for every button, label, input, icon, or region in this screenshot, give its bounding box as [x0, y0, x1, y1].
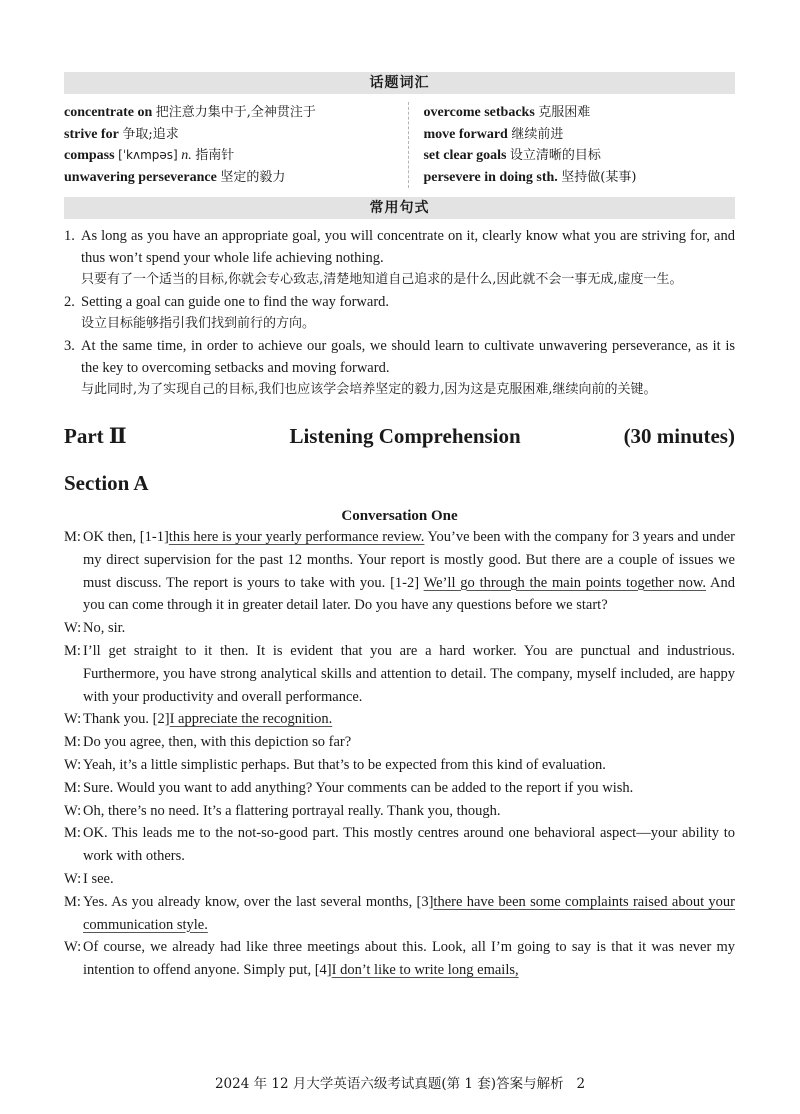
- vocab-column-right: [408, 102, 735, 188]
- dialogue-segment: You’ve been with the company for 3 years and under my direct supervision for the past 12 months. Your report is mostly good. But there are a couple of issues we must discuss. The report is yours to take with you. [1-2]: [83, 529, 735, 591]
- speaker-label: M:: [64, 642, 81, 659]
- vocab-item: move forward 继续前进: [423, 126, 564, 142]
- document-page: [64, 72, 735, 982]
- vocab-item: unwavering perseverance 坚定的毅力: [64, 169, 286, 185]
- sentence-list: [64, 225, 735, 401]
- dialogue-segment: I see.: [83, 870, 114, 887]
- answer-key-underline: I don’t like to write long emails,: [331, 962, 519, 979]
- section-heading: Section A: [64, 471, 149, 495]
- sentence-english: As long as you have an appropriate goal, you will concentrate on it, clearly know what you are striving for, and thus won’t spend your whole life achieving nothing.: [81, 228, 735, 266]
- conversation-title: Conversation One: [341, 508, 458, 524]
- dialogue-segment: I’ll get straight to it then. It is evident that you are a hard worker. You are punctual and industrious. Furthermore, you have strong analytical skills and attention to detail. The company, myself included, are happy with your productivity and overall performance.: [83, 642, 735, 705]
- vocab-column-left: [64, 102, 408, 188]
- footer-title: 2024 年 12 月大学英语六级考试真题(第 1 套)答案与解析: [214, 1076, 564, 1092]
- vocab-item: persevere in doing sth. 坚持做(某事): [423, 169, 637, 185]
- dialogue-segment: Of course, we already had like three meetings about this. Look, all I’m going to say is that it was never my intention to offend anyone. Simply put, [4]: [83, 939, 735, 979]
- sentence-item: 3. At the same time, in order to achieve our goals, we should learn to cultivate unwavering perseverance, as it is the key to overcoming setbacks and moving forward. 与此同时,为了实现自己的目标,我们也应该学会培养坚定的毅力,因为这是克服困难,继续向前的关键。: [64, 335, 735, 401]
- dialogue-turn: [64, 936, 735, 982]
- dialogue-segment: Thank you. [2]: [83, 711, 170, 728]
- page-footer: [0, 1072, 800, 1092]
- sentence-english: At the same time, in order to achieve our goals, we should learn to cultivate unwavering perseverance, as it is the key to overcoming setbacks and moving forward.: [81, 338, 735, 376]
- sentence-item: 1. As long as you have an appropriate goal, you will concentrate on it, clearly know what you are striving for, and thus won’t spend your whole life achieving nothing. 只要有了一个适当的目标,你就会专心致志,清楚地知道自己追求的是什么,因此就不会一事无成,虚度一生。: [64, 225, 735, 291]
- speaker-label: W:: [64, 802, 82, 819]
- speaker-label: W:: [64, 620, 82, 637]
- sentence-chinese: 设立目标能够指引我们找到前行的方向。: [81, 316, 316, 331]
- dialogue-transcript: [64, 526, 735, 982]
- speaker-label: M:: [64, 779, 81, 796]
- vocab-item: concentrate on 把注意力集中于,全神贯注于: [64, 105, 316, 120]
- dialogue-turn: [64, 708, 735, 731]
- dialogue-turn: [64, 868, 735, 891]
- dialogue-segment: Yeah, it’s a little simplistic perhaps. But that’s to be expected from this kind of evaluation.: [83, 756, 606, 773]
- dialogue-segment: OK then, [1-1]: [83, 529, 169, 545]
- dialogue-text: [83, 617, 735, 640]
- answer-key-underline: there have been some complaints raised about your communication style.: [83, 893, 736, 933]
- dialogue-turn: [64, 891, 735, 937]
- part-time: (30 minutes): [623, 424, 735, 448]
- vocab-item: compass [ˈkʌmpəs] n. 指南针: [64, 148, 235, 163]
- answer-key-underline: I appreciate the recognition.: [169, 711, 333, 728]
- phonetic-transcription: [ˈkʌmpəs]: [118, 148, 178, 162]
- speaker-label: W:: [64, 756, 82, 773]
- dialogue-turn: [64, 822, 735, 868]
- dialogue-segment: OK. This leads me to the not-so-good part. This mostly centres around one behavioral aspect—your ability to work with others.: [83, 825, 735, 865]
- sentence-section-header: 常用句式: [64, 197, 735, 219]
- dialogue-text: [83, 800, 735, 823]
- dialogue-segment: Sure. Would you want to add anything? Your comments can be added to the report if you wish.: [83, 779, 634, 796]
- dialogue-segment: No, sir.: [83, 620, 126, 637]
- dialogue-text: [83, 936, 735, 982]
- dialogue-text: [83, 526, 735, 617]
- dialogue-text: [83, 891, 735, 937]
- dialogue-turn: [64, 640, 735, 708]
- sentence-chinese: 与此同时,为了实现自己的目标,我们也应该学会培养坚定的毅力,因为这是克服困难,继续向前的关键。: [81, 382, 657, 397]
- dialogue-turn: [64, 754, 735, 777]
- part-of-speech: n.: [181, 148, 192, 163]
- speaker-label: M:: [64, 734, 81, 751]
- dialogue-text: [83, 640, 735, 708]
- sentence-english: Setting a goal can guide one to find the way forward.: [81, 294, 390, 310]
- dialogue-text: [83, 822, 735, 868]
- vocab-table: [64, 102, 735, 188]
- dialogue-segment: And you can come through it in greater detail later. Do you have any questions before we start?: [83, 574, 736, 614]
- vocab-item: set clear goals 设立清晰的目标: [423, 148, 601, 163]
- part-title: Listening Comprehension: [289, 424, 521, 448]
- part-heading: [64, 423, 735, 453]
- dialogue-segment: Yes. As you already know, over the last several months, [3]: [83, 893, 434, 910]
- dialogue-turn: [64, 800, 735, 823]
- dialogue-turn: [64, 617, 735, 640]
- part-label: Part Ⅱ: [64, 424, 127, 448]
- dialogue-turn: [64, 777, 735, 800]
- dialogue-text: [83, 868, 735, 891]
- dialogue-segment: Do you agree, then, with this depiction so far?: [83, 734, 352, 751]
- speaker-label: W:: [64, 711, 82, 728]
- answer-key-underline: this here is your yearly performance review.: [168, 529, 425, 545]
- speaker-label: M:: [64, 825, 81, 842]
- vocab-section-header: 话题词汇: [64, 72, 735, 94]
- speaker-label: W:: [64, 870, 82, 887]
- sentence-item: 2. Setting a goal can guide one to find the way forward. 设立目标能够指引我们找到前行的方向。: [64, 291, 735, 335]
- speaker-label: W:: [64, 939, 82, 956]
- vocab-item: overcome setbacks 克服困难: [423, 105, 591, 120]
- dialogue-segment: Oh, there’s no need. It’s a flattering portrayal really. Thank you, though.: [83, 802, 501, 819]
- dialogue-turn: [64, 526, 735, 617]
- answer-key-underline: We’ll go through the main points together now.: [423, 574, 707, 591]
- dialogue-text: [83, 754, 735, 777]
- vocab-item: strive for 争取;追求: [64, 126, 179, 142]
- dialogue-text: [83, 777, 735, 800]
- dialogue-turn: [64, 731, 735, 754]
- dialogue-text: [83, 731, 735, 754]
- speaker-label: M:: [64, 529, 81, 545]
- page-number: 2: [576, 1076, 586, 1092]
- dialogue-text: [83, 708, 735, 731]
- speaker-label: M:: [64, 893, 81, 910]
- sentence-chinese: 只要有了一个适当的目标,你就会专心致志,清楚地知道自己追求的是什么,因此就不会一事无成,虚度一生。: [81, 272, 683, 287]
